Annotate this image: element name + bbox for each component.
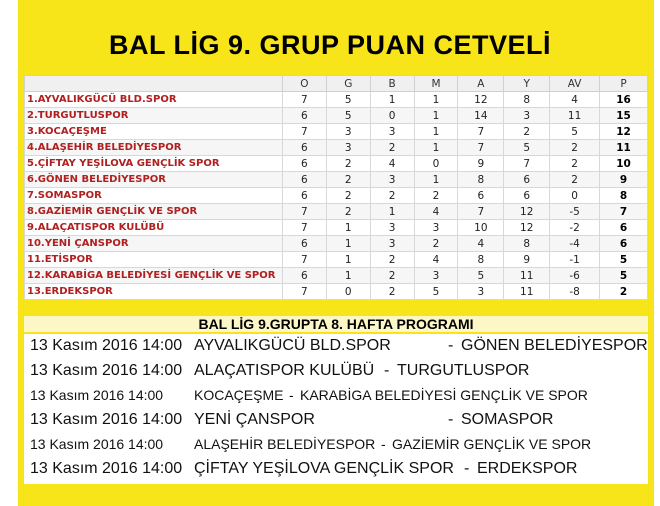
table-row [25, 236, 648, 252]
cell-points: 5 [600, 268, 648, 284]
cell-goals-against: 11 [504, 284, 550, 300]
standings-header-row [25, 76, 648, 92]
cell-goals-for: 10 [458, 220, 504, 236]
table-row [25, 252, 648, 268]
cell-played: 6 [282, 156, 326, 172]
cell-points: 9 [600, 172, 648, 188]
cell-won: 5 [326, 108, 370, 124]
cell-played: 6 [282, 140, 326, 156]
cell-played: 7 [282, 220, 326, 236]
cell-drawn: 0 [370, 108, 414, 124]
cell-drawn: 3 [370, 220, 414, 236]
cell-drawn: 2 [370, 252, 414, 268]
cell-played: 6 [282, 268, 326, 284]
cell-lost: 0 [414, 156, 458, 172]
match-datetime: 13 Kasım 2016 14:00 [30, 410, 183, 428]
cell-lost: 1 [414, 92, 458, 108]
cell-goals-for: 5 [458, 268, 504, 284]
match-away-team: SOMASPOR [461, 410, 554, 428]
cell-goal-diff: -8 [550, 284, 600, 300]
cell-won: 1 [326, 268, 370, 284]
cell-lost: 1 [414, 140, 458, 156]
cell-drawn: 3 [370, 124, 414, 140]
match-datetime: 13 Kasım 2016 14:00 [30, 361, 183, 379]
cell-played: 7 [282, 124, 326, 140]
match-home-team: YENİ ÇANSPOR [194, 410, 315, 428]
cell-drawn: 1 [370, 204, 414, 220]
header-points: P [600, 76, 648, 92]
header-goals-for: A [458, 76, 504, 92]
match-home-team: AYVALIKGÜCÜ BLD.SPOR [194, 337, 391, 354]
cell-goal-diff: 5 [550, 124, 600, 140]
cell-goals-against: 5 [504, 140, 550, 156]
header-team [25, 76, 283, 92]
cell-team: 4.ALAŞEHİR BELEDİYESPOR [25, 140, 283, 156]
match-home-team: ÇİFTAY YEŞİLOVA GENÇLİK SPOR [194, 459, 454, 477]
cell-points: 2 [600, 284, 648, 300]
cell-team: 6.GÖNEN BELEDİYESPOR [25, 172, 283, 188]
match-away-team: GAZİEMİR GENÇLİK VE SPOR [392, 436, 592, 452]
cell-goals-against: 11 [504, 268, 550, 284]
cell-played: 7 [282, 92, 326, 108]
cell-points: 6 [600, 236, 648, 252]
cell-goal-diff: 4 [550, 92, 600, 108]
cell-drawn: 1 [370, 92, 414, 108]
cell-points: 7 [600, 204, 648, 220]
standings-table [24, 75, 648, 300]
table-row [25, 156, 648, 172]
cell-goals-against: 6 [504, 188, 550, 204]
cell-goal-diff: 11 [550, 108, 600, 124]
cell-lost: 2 [414, 188, 458, 204]
cell-lost: 3 [414, 268, 458, 284]
cell-team: 13.ERDEKSPOR [25, 284, 283, 300]
table-row [25, 284, 648, 300]
cell-won: 3 [326, 124, 370, 140]
cell-lost: 1 [414, 172, 458, 188]
cell-team: 10.YENİ ÇANSPOR [25, 236, 283, 252]
cell-lost: 4 [414, 252, 458, 268]
cell-drawn: 2 [370, 188, 414, 204]
cell-goal-diff: 0 [550, 188, 600, 204]
program-title: BAL LİG 9.GRUPTA 8. HAFTA PROGRAMI [24, 316, 648, 332]
cell-goal-diff: 2 [550, 140, 600, 156]
match-separator: - [381, 436, 386, 452]
cell-goals-against: 6 [504, 172, 550, 188]
cell-won: 5 [326, 92, 370, 108]
cell-won: 1 [326, 236, 370, 252]
cell-team: 2.TURGUTLUSPOR [25, 108, 283, 124]
header-goal-diff: AV [550, 76, 600, 92]
table-row [25, 172, 648, 188]
cell-goals-for: 6 [458, 188, 504, 204]
cell-lost: 5 [414, 284, 458, 300]
cell-won: 0 [326, 284, 370, 300]
cell-drawn: 4 [370, 156, 414, 172]
table-row [25, 204, 648, 220]
cell-goals-against: 8 [504, 92, 550, 108]
cell-won: 2 [326, 172, 370, 188]
match-home-team: ALAÇATISPOR KULÜBÜ [194, 361, 375, 379]
cell-points: 11 [600, 140, 648, 156]
cell-goals-against: 9 [504, 252, 550, 268]
cell-goal-diff: -4 [550, 236, 600, 252]
table-row [25, 220, 648, 236]
match-home-team: KOCAÇEŞME [194, 387, 284, 403]
cell-goal-diff: -2 [550, 220, 600, 236]
cell-team: 7.SOMASPOR [25, 188, 283, 204]
cell-team: 8.GAZİEMİR GENÇLİK VE SPOR [25, 204, 283, 220]
cell-lost: 1 [414, 108, 458, 124]
cell-points: 12 [600, 124, 648, 140]
cell-lost: 3 [414, 220, 458, 236]
match-datetime: 13 Kasım 2016 14:00 [30, 459, 183, 477]
cell-won: 2 [326, 204, 370, 220]
cell-goals-for: 7 [458, 124, 504, 140]
cell-goals-against: 3 [504, 108, 550, 124]
match-away-team: ERDEKSPOR [477, 459, 578, 477]
cell-points: 5 [600, 252, 648, 268]
match-datetime: 13 Kasım 2016 14:00 [30, 337, 183, 354]
table-row [25, 268, 648, 284]
cell-points: 10 [600, 156, 648, 172]
cell-drawn: 2 [370, 284, 414, 300]
cell-goals-for: 8 [458, 252, 504, 268]
cell-goals-for: 8 [458, 172, 504, 188]
cell-goals-against: 2 [504, 124, 550, 140]
cell-drawn: 3 [370, 172, 414, 188]
match-away-team: KARABİGA BELEDİYESİ GENÇLİK VE SPOR [300, 387, 588, 403]
match-home-team: ALAŞEHİR BELEDİYESPOR [194, 436, 376, 452]
header-goals-against: Y [504, 76, 550, 92]
match-datetime: 13 Kasım 2016 14:00 [30, 387, 164, 403]
cell-goals-for: 7 [458, 204, 504, 220]
cell-won: 1 [326, 252, 370, 268]
header-played: O [282, 76, 326, 92]
match-datetime: 13 Kasım 2016 14:00 [30, 436, 164, 452]
cell-goals-for: 14 [458, 108, 504, 124]
cell-won: 1 [326, 220, 370, 236]
cell-team: 11.ETİSPOR [25, 252, 283, 268]
header-lost: M [414, 76, 458, 92]
cell-lost: 2 [414, 236, 458, 252]
cell-played: 7 [282, 284, 326, 300]
cell-goals-against: 7 [504, 156, 550, 172]
match-separator: - [464, 459, 470, 477]
cell-team: 1.AYVALIKGÜCÜ BLD.SPOR [25, 92, 283, 108]
cell-goal-diff: -6 [550, 268, 600, 284]
cell-played: 6 [282, 188, 326, 204]
match-separator: - [448, 337, 454, 354]
match-away-team: TURGUTLUSPOR [397, 361, 530, 379]
table-row [25, 188, 648, 204]
cell-drawn: 2 [370, 140, 414, 156]
cell-lost: 1 [414, 124, 458, 140]
cell-points: 16 [600, 92, 648, 108]
cell-goals-for: 3 [458, 284, 504, 300]
cell-won: 2 [326, 188, 370, 204]
match-separator: - [448, 410, 454, 428]
cell-team: 5.ÇİFTAY YEŞİLOVA GENÇLİK SPOR [25, 156, 283, 172]
cell-drawn: 3 [370, 236, 414, 252]
match-program [24, 334, 648, 484]
cell-team: 9.ALAÇATISPOR KULÜBÜ [25, 220, 283, 236]
cell-goal-diff: -5 [550, 204, 600, 220]
cell-goals-for: 9 [458, 156, 504, 172]
match-away-team: GÖNEN BELEDİYESPOR [461, 337, 648, 354]
match-separator: - [289, 387, 294, 403]
cell-goals-for: 12 [458, 92, 504, 108]
cell-goals-against: 8 [504, 236, 550, 252]
cell-points: 6 [600, 220, 648, 236]
cell-goals-for: 7 [458, 140, 504, 156]
cell-team: 3.KOCAÇEŞME [25, 124, 283, 140]
header-drawn: B [370, 76, 414, 92]
page-title: BAL LİG 9. GRUP PUAN CETVELİ [108, 30, 552, 60]
table-row [25, 108, 648, 124]
cell-goal-diff: 2 [550, 172, 600, 188]
header-won: G [326, 76, 370, 92]
cell-won: 3 [326, 140, 370, 156]
cell-goals-against: 12 [504, 204, 550, 220]
cell-points: 15 [600, 108, 648, 124]
cell-goal-diff: 2 [550, 156, 600, 172]
cell-team: 12.KARABİGA BELEDİYESİ GENÇLİK VE SPOR [25, 268, 283, 284]
cell-lost: 4 [414, 204, 458, 220]
cell-goal-diff: -1 [550, 252, 600, 268]
cell-won: 2 [326, 156, 370, 172]
cell-drawn: 2 [370, 268, 414, 284]
cell-played: 6 [282, 172, 326, 188]
cell-points: 8 [600, 188, 648, 204]
table-row [25, 124, 648, 140]
cell-played: 7 [282, 204, 326, 220]
table-row [25, 92, 648, 108]
cell-goals-against: 12 [504, 220, 550, 236]
match-separator: - [384, 361, 390, 379]
cell-played: 6 [282, 108, 326, 124]
table-row [25, 140, 648, 156]
cell-goals-for: 4 [458, 236, 504, 252]
cell-played: 6 [282, 236, 326, 252]
cell-played: 7 [282, 252, 326, 268]
